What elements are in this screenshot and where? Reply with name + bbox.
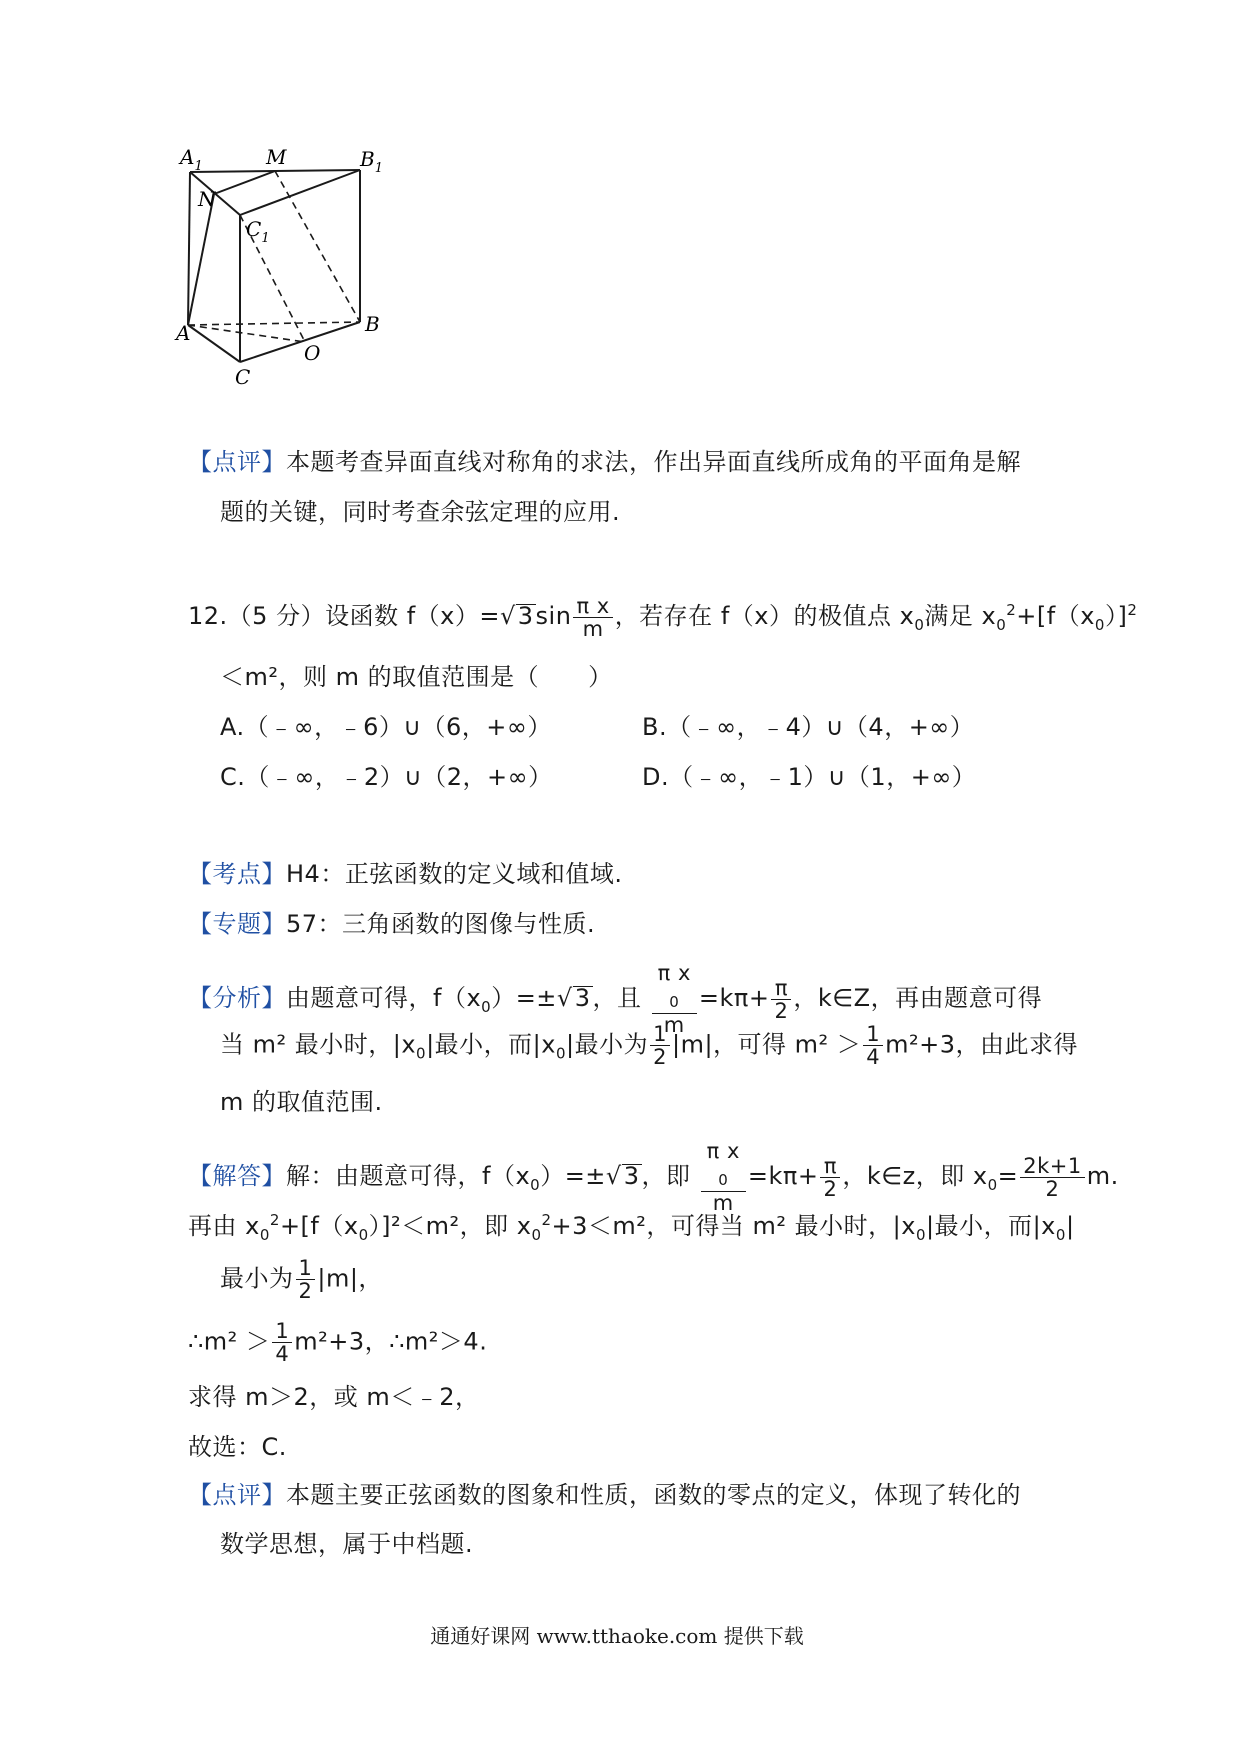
fraction-pix0-over-m-2: π x $_0$ m — [701, 1140, 746, 1214]
fenxi-line1: 【分析】由题意可得，$f(x_0)=\pm√3$，且 π x $_0$ m =kπ+ $\frac{\pi}{2}$ ，k∈Z，再由题意可得 — [188, 961, 1043, 1038]
jieda-line1: 【解答】解：由题意可得，$f(x_0)=\pm√3$，即 π x $_0$ m =kπ+ $\frac{\pi}{2}$ ，k∈z，即 $x_0=$ $\frac{2k+1}{2}$ m. — [188, 1139, 1119, 1216]
label-N: N — [198, 187, 216, 211]
question12-line1: 12.（5 分）设函数 f（x）=√3sin $\frac{\text{π x}}{m}$ ，若存在 f（x）的极值点 $x_0$满足 $x_0^2+[f(x_0)]^2$ — [188, 593, 1138, 641]
jieda-line2: 再由 $x_0^2+[f(x_0)]^2<m^2$，即 $x_0^2+3<m^2$，可得当 m² 最小时，$|x_0|$最小，而$|x_0|$ — [188, 1211, 1075, 1244]
fraction-2k1-over-2: $\frac{2k+1}{2}$ — [1020, 1155, 1084, 1200]
review2-line1: 【点评】本题主要正弦函数的图象和性质，函数的零点的定义，体现了转化的 — [188, 1481, 1021, 1509]
fraction-pi-over-2: $\frac{\pi}{2}$ — [771, 977, 791, 1022]
fenxi-line3: m 的取值范围. — [220, 1088, 383, 1116]
jieda-line4: ∴m² ＞ $\frac{1}{4}$ m²+3，∴m²＞4. — [188, 1319, 488, 1366]
fraction-pi-over-2-2: $\frac{\pi}{2}$ — [820, 1155, 840, 1200]
review-tag: 【点评】 — [188, 448, 286, 476]
kaodian-line: 【考点】H4：正弦函数的定义域和值域. — [188, 860, 623, 888]
dashed-A-O — [188, 325, 305, 342]
fraction-one-half: $\frac{1}{2}$ — [650, 1023, 670, 1068]
dashed-M-B — [275, 171, 360, 322]
jieda-line5: 求得 m＞2，或 m＜﹣2， — [188, 1383, 480, 1411]
fenxi-line2: 当 m² 最小时，$|x_0|$最小，而$|x_0|$最小为 $\frac{1}{2}$ |m|，可得 m² ＞ $\frac{1}{4}$ m²+3，由此求得 — [220, 1022, 1079, 1069]
review1-line1: 【点评】本题考查异面直线对称角的求法，作出异面直线所成角的平面角是解 — [188, 448, 1021, 476]
edge-A-C — [188, 325, 240, 362]
dashed-A-B — [188, 322, 360, 325]
option-b: B.（﹣∞，﹣4）∪（4，+∞） — [642, 713, 975, 741]
jieda-line6: 故选：C. — [188, 1433, 287, 1461]
review1-line2: 题的关键，同时考查余弦定理的应用. — [220, 498, 621, 526]
fraction-one-quarter: $\frac{1}{4}$ — [863, 1023, 883, 1068]
option-d: D.（﹣∞，﹣1）∪（1，+∞） — [642, 763, 977, 791]
label-B: B — [365, 312, 380, 336]
fraction-one-half-2: $\frac{1}{2}$ — [296, 1257, 316, 1302]
label-A: A — [176, 321, 191, 345]
label-M: M — [266, 145, 287, 169]
jieda-line3: 最小为 $\frac{1}{2}$ |m|， — [220, 1256, 383, 1303]
edge-A1-A — [188, 172, 190, 325]
label-B1: $B_1$ — [360, 147, 383, 176]
option-a: A.（﹣∞，﹣6）∪（6，+∞） — [220, 713, 552, 741]
edge-N-M — [214, 171, 275, 194]
prism-figure — [176, 145, 440, 400]
option-c: C.（﹣∞，﹣2）∪（2，+∞） — [220, 763, 553, 791]
review2-line2: 数学思想，属于中档题. — [220, 1530, 474, 1558]
fraction-one-quarter-2: $\frac{1}{4}$ — [272, 1320, 292, 1365]
zhuanti-line: 【专题】57：三角函数的图像与性质. — [188, 910, 596, 938]
page-footer: 通通好课网 www.tthaoke.com 提供下载 — [430, 1624, 804, 1648]
fraction-pix0-over-m: π x $_0$ m — [652, 962, 697, 1036]
label-C: C — [235, 365, 251, 389]
question12-line2: ＜m²，则 m 的取值范围是（ ） — [220, 663, 613, 691]
label-A1: $A_1$ — [180, 145, 203, 174]
edge-N-A — [188, 194, 214, 325]
label-C1: $C_1$ — [246, 217, 270, 246]
fraction-pix-over-m: $\frac{\text{π x}}{m}$ — [573, 595, 612, 640]
label-O: O — [304, 341, 321, 365]
